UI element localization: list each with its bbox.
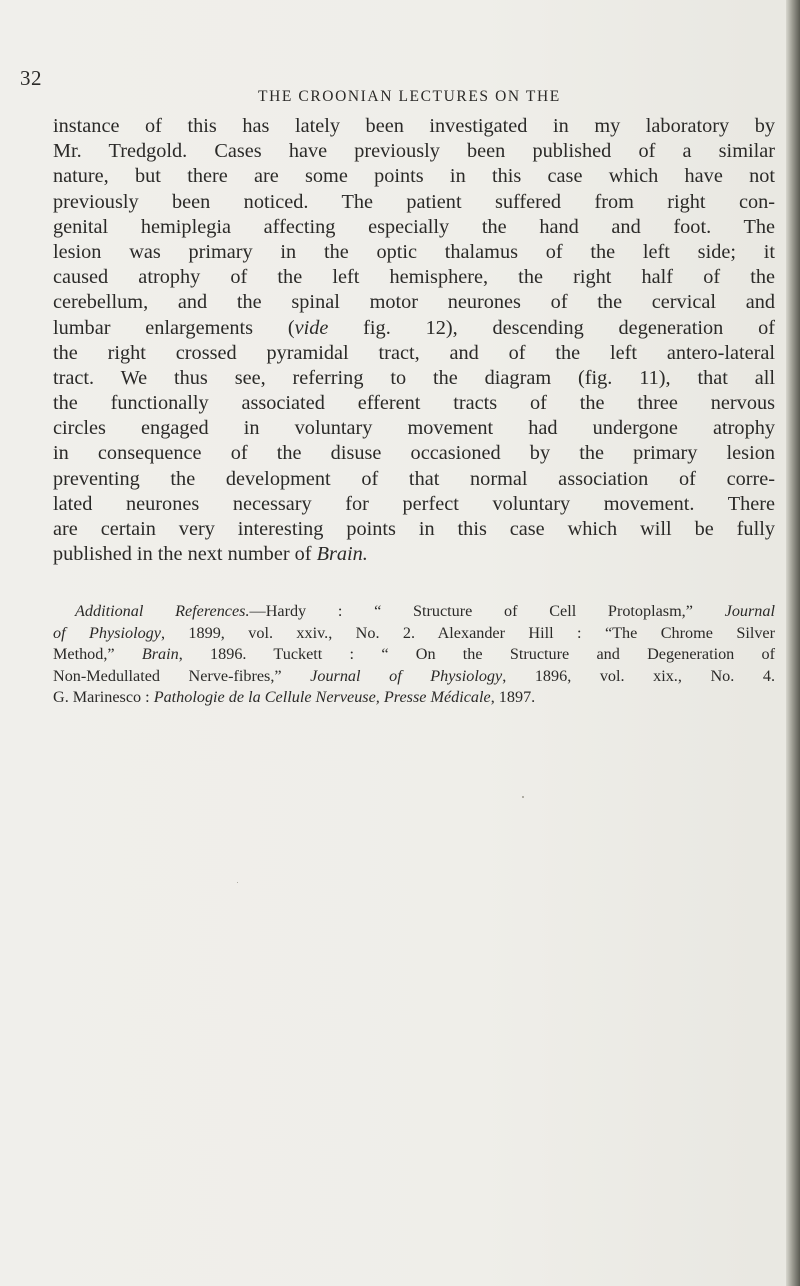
body-line: are certain very interesting points in this case which will be fully bbox=[53, 518, 775, 540]
references-heading: Additional References. bbox=[75, 602, 250, 620]
body-line: cerebellum, and the spinal motor neurones of the cervical and bbox=[53, 291, 775, 314]
body-text-segment: fig. 12), descending degeneration of bbox=[328, 316, 775, 339]
reference-italic: Pathologie de la Cellule Nerveuse, Presse Médicale bbox=[153, 688, 491, 706]
page-edge-shadow bbox=[786, 0, 800, 1286]
reference-text: , 1897. bbox=[490, 688, 536, 706]
reference-text: —Hardy : “ Structure of Cell Protoplasm,” bbox=[249, 602, 725, 620]
reference-text: Non-Medullated Nerve-fibres,” bbox=[53, 666, 311, 685]
reference-line bbox=[53, 601, 775, 623]
body-line: caused atrophy of the left hemisphere, the right half of the bbox=[53, 266, 775, 289]
reference-line bbox=[53, 666, 775, 688]
body-line: the functionally associated efferent tracts of the three nervous bbox=[53, 392, 775, 415]
body-line: preventing the development of that normal association of corre- bbox=[53, 467, 775, 490]
paper-speck bbox=[237, 882, 238, 883]
italic-brain: Brain. bbox=[316, 543, 368, 566]
reference-text: , 1896. Tuckett : “ On the Structure and Degeneration of bbox=[178, 645, 776, 663]
body-paragraph bbox=[53, 114, 775, 567]
reference-line bbox=[53, 644, 775, 666]
additional-references bbox=[53, 601, 775, 709]
body-line: genital hemiplegia affecting especially the hand and foot. The bbox=[53, 215, 775, 238]
body-line bbox=[53, 542, 775, 567]
reference-italic: Journal bbox=[724, 602, 775, 620]
body-line: lated neurones necessary for perfect voluntary movement. There bbox=[53, 492, 775, 515]
reference-line bbox=[53, 623, 775, 645]
body-line bbox=[53, 316, 775, 341]
reference-text: , 1899, vol. xxiv., No. 2. Alexander Hill : “The Chrome Silver bbox=[160, 623, 775, 642]
italic-vide: vide bbox=[294, 316, 329, 339]
reference-italic: Journal of Physiology bbox=[310, 666, 503, 685]
body-line: Mr. Tredgold. Cases have previously been published of a similar bbox=[53, 140, 775, 163]
reference-italic: Brain bbox=[141, 645, 179, 663]
body-text-segment: published in the next number of bbox=[53, 543, 317, 566]
body-line: circles engaged in voluntary movement had undergone atrophy bbox=[53, 417, 775, 440]
body-line: nature, but there are some points in this case which have not bbox=[53, 165, 775, 188]
body-line: tract. We thus see, referring to the diagram (fig. 11), that all bbox=[53, 366, 775, 389]
body-line: instance of this has lately been investigated in my laboratory by bbox=[53, 115, 775, 137]
reference-text: Method,” bbox=[53, 645, 142, 663]
reference-italic: of Physiology bbox=[53, 623, 161, 642]
body-line: in consequence of the disuse occasioned by the primary lesion bbox=[53, 442, 775, 465]
reference-text: , 1896, vol. xix., No. 4. bbox=[502, 666, 776, 685]
body-text-segment: lumbar enlargements ( bbox=[53, 316, 295, 339]
body-line: lesion was primary in the optic thalamus of the left side; it bbox=[53, 240, 775, 263]
paper-speck bbox=[522, 796, 524, 798]
body-line: previously been noticed. The patient suffered from right con- bbox=[53, 190, 775, 213]
reference-line bbox=[53, 687, 775, 709]
body-line: the right crossed pyramidal tract, and of the left antero-lateral bbox=[53, 341, 775, 364]
page-number: 32 bbox=[20, 66, 42, 90]
reference-text: G. Marinesco : bbox=[53, 688, 154, 706]
running-head: THE CROONIAN LECTURES ON THE bbox=[258, 88, 561, 105]
